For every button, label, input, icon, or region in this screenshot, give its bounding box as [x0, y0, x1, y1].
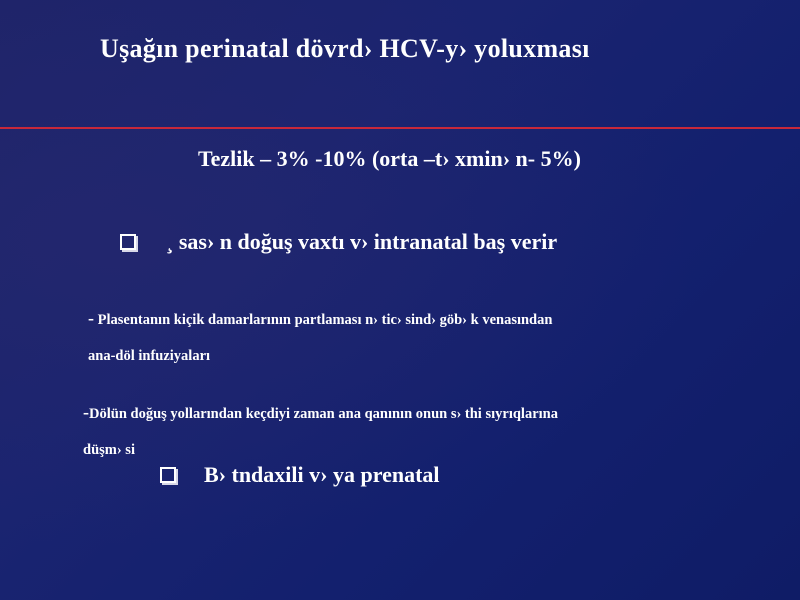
- sub-point-birth-canal-text-1: Dölün doğuş yollarından keçdiyi zaman ana qanının onun s› thi sıyrıqlarına: [89, 406, 558, 422]
- sub-point-birth-canal: [83, 394, 793, 468]
- bullet-prenatal-text: B› tndaxili v› ya prenatal: [204, 462, 440, 487]
- rate-line: Tezlik – 3% -10% (orta –t› xmin› n- 5%): [198, 146, 581, 171]
- sub-point-placenta-line-1: [88, 300, 788, 338]
- sub-point-birth-canal-line-1: [83, 394, 793, 432]
- sub-point-placenta-text-2: ana-döl infuziyaları: [88, 348, 211, 364]
- dash-marker: -: [88, 308, 94, 328]
- slide-title: Uşağın perinatal dövrd› HCV-y› yoluxması: [100, 34, 590, 63]
- title-divider: [0, 127, 800, 129]
- checkbox-bullet-icon: [160, 467, 176, 483]
- checkbox-bullet-icon: [120, 234, 136, 250]
- bullet-intranatal: [120, 229, 557, 255]
- sub-point-birth-canal-text-2: düşm› si: [83, 442, 135, 458]
- bullet-prenatal: [160, 462, 440, 488]
- dash-marker: -: [83, 402, 89, 422]
- sub-point-placenta-text-1: Plasentanın kiçik damarlarının partlaması n› tic› sind› göb› k venasından: [94, 312, 553, 328]
- bullet-intranatal-text: ¸ sas› n doğuş vaxtı v› intranatal baş verir: [166, 229, 558, 254]
- sub-point-placenta: [88, 300, 788, 374]
